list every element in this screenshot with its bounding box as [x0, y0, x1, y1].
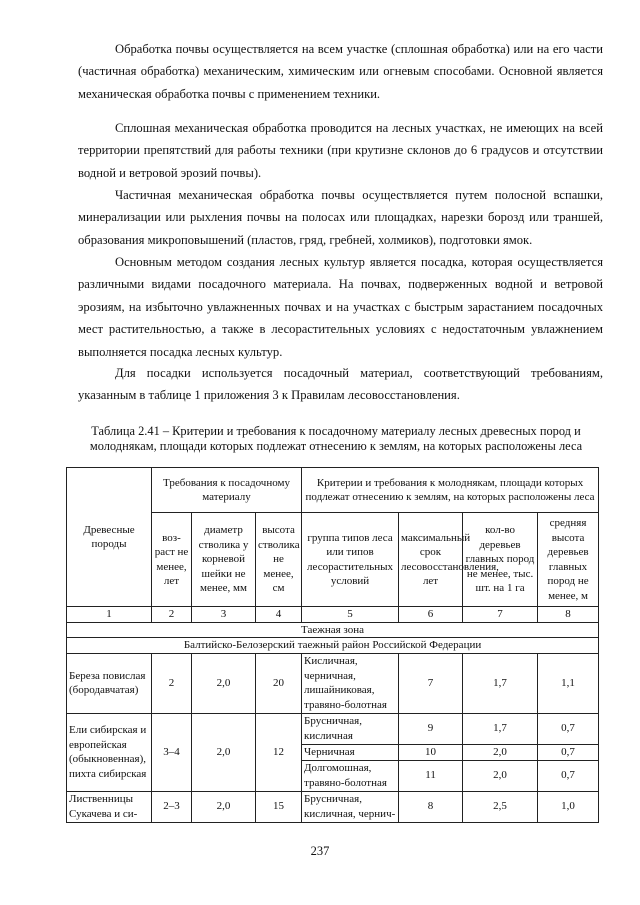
height-cell: 20 — [256, 653, 302, 713]
tree-count-cell: 2,0 — [463, 760, 538, 791]
column-number: 4 — [256, 607, 302, 623]
tree-count-cell: 1,7 — [463, 713, 538, 744]
criteria-table — [66, 467, 599, 823]
avg-height-cell: 1,1 — [538, 653, 599, 713]
header-age: воз-раст не менее, лет — [152, 513, 192, 607]
zone-row: Таежная зона — [67, 622, 599, 638]
table-caption: Таблица 2.41 – Критерии и требования к посадочному материалу лесных древесных пород и молоднякам, площади которых подлежат отнесению к землям, на которых расположены леса — [89, 424, 583, 453]
page-number: 237 — [310, 844, 330, 858]
table-row — [67, 713, 599, 744]
species-cell: Береза повислая (бородавчатая) — [67, 653, 152, 713]
header-planting-material: Требования к посадочному материалу — [152, 468, 302, 513]
avg-height-cell: 0,7 — [538, 713, 599, 744]
forest-type-cell: Брусничная, кисличная — [302, 713, 399, 744]
diameter-cell: 2,0 — [192, 791, 256, 822]
header-diameter: диаметр стволика у корневой шейки не менее, мм — [192, 513, 256, 607]
paragraph-3: Частичная механическая обработка почвы осуществляется путем полосной вспашки, минерализации или рыхления почвы на полосах или площадках, нарезки борозд или траншей, образования микроповышений (пластов, гряд, гребней, холмиков), подготовки ямок. — [78, 188, 603, 247]
table-row — [67, 653, 599, 713]
header-forest-type: группа типов леса или типов лесорастительных условий — [302, 513, 399, 607]
paragraph-1: Обработка почвы осуществляется на всем участке (сплошная обработка) или на его части (частичная обработка) механическим, химическим или огневым способами. Основной является механическая обработка почвы с применением техники. — [78, 42, 603, 101]
age-cell: 3–4 — [152, 713, 192, 791]
forest-type-cell: Брусничная, кисличная, чернич- — [302, 791, 399, 822]
column-number-row — [67, 607, 599, 623]
max-term-cell: 7 — [399, 653, 463, 713]
header-young-growth: Критерии и требования к молоднякам, площади которых подлежат отнесению к землям, на которых расположены леса — [302, 468, 599, 513]
header-tree-count: кол-во деревьев главных пород не менее, тыс. шт. на 1 га — [463, 513, 538, 607]
forest-type-cell: Кисличная, черничная, лишайниковая, травяно-болотная — [302, 653, 399, 713]
paragraph-5: Для посадки используется посадочный материал, соответствующий требованиям, указанным в таблице 1 приложения 3 к Правилам лесовосстановления. — [78, 366, 603, 403]
species-cell: Ели сибирская и европейская (обыкновенная), пихта сибирская — [67, 713, 152, 791]
column-number: 3 — [192, 607, 256, 623]
max-term-cell: 9 — [399, 713, 463, 744]
forest-type-cell: Долгомошная, травяно-болотная — [302, 760, 399, 791]
diameter-cell: 2,0 — [192, 713, 256, 791]
column-number: 6 — [399, 607, 463, 623]
avg-height-cell: 0,7 — [538, 744, 599, 760]
max-term-cell: 10 — [399, 744, 463, 760]
region-row: Балтийско-Белозерский таежный район Российской Федерации — [67, 638, 599, 654]
forest-type-cell: Черничная — [302, 744, 399, 760]
column-number: 1 — [67, 607, 152, 623]
table-row — [67, 791, 599, 822]
column-number: 2 — [152, 607, 192, 623]
header-species: Древесные породы — [67, 468, 152, 607]
max-term-cell: 11 — [399, 760, 463, 791]
height-cell: 12 — [256, 713, 302, 791]
tree-count-cell: 2,0 — [463, 744, 538, 760]
diameter-cell: 2,0 — [192, 653, 256, 713]
header-height: высота стволика не менее, см — [256, 513, 302, 607]
avg-height-cell: 0,7 — [538, 760, 599, 791]
header-max-term: максимальный срок лесовосстановления, лет — [399, 513, 463, 607]
species-cell: Лиственницы Сукачева и си- — [67, 791, 152, 822]
header-avg-height: средняя высота деревьев главных пород не менее, м — [538, 513, 599, 607]
max-term-cell: 8 — [399, 791, 463, 822]
age-cell: 2–3 — [152, 791, 192, 822]
height-cell: 15 — [256, 791, 302, 822]
paragraph-4: Основным методом создания лесных культур является посадка, которая осуществляется различными видами посадочного материала. На почвах, подверженных водной и ветровой эрозиям, на избыточно увлажненных почвах и на участках с быстрым зарастанием посадочных мест растительностью, а также в лесорастительных условиях с недостаточным увлажнением выполняется посадка лесных культур. — [78, 255, 603, 359]
age-cell: 2 — [152, 653, 192, 713]
column-number: 7 — [463, 607, 538, 623]
tree-count-cell: 2,5 — [463, 791, 538, 822]
tree-count-cell: 1,7 — [463, 653, 538, 713]
paragraph-2: Сплошная механическая обработка проводится на лесных участках, не имеющих на всей территории препятствий для работы техники (при крутизне склонов до 6 градусов и отсутствии водной и ветровой эрозий почвы). — [78, 121, 603, 180]
avg-height-cell: 1,0 — [538, 791, 599, 822]
column-number: 5 — [302, 607, 399, 623]
column-number: 8 — [538, 607, 599, 623]
